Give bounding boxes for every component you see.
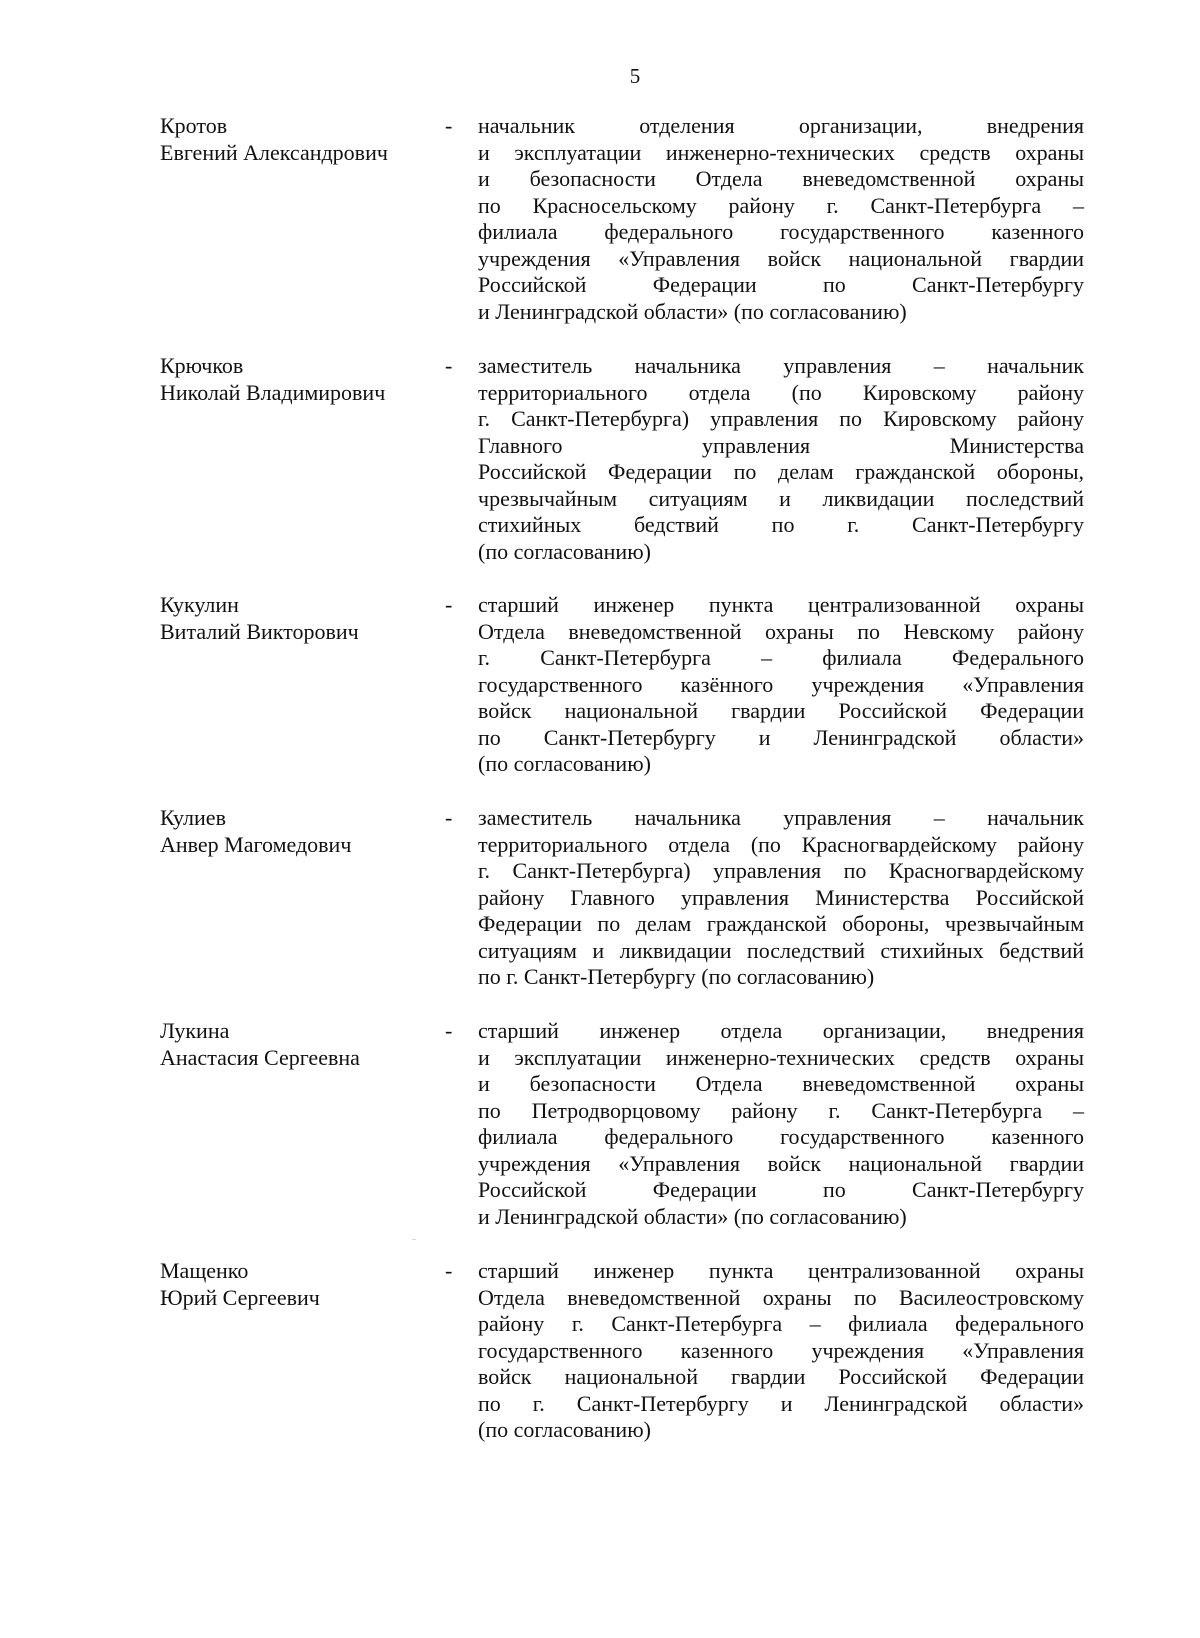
member-given-names: Анастасия Сергеевна — [160, 1044, 360, 1070]
position-line: Российской Федерации по Санкт-Петербургу — [478, 272, 1084, 297]
position-line: государственного казенного учреждения «Управления — [478, 1337, 1084, 1363]
position-line: району г. Санкт-Петербурга – филиала федерального — [478, 1311, 1084, 1336]
position-line: территориального отдела (по Кировскому району — [478, 379, 1084, 405]
position-line: и эксплуатации инженерно-технических средств охраны — [478, 1044, 1084, 1070]
position-line: старший инженер пункта централизованной охраны — [478, 1258, 1084, 1283]
position-line: по г. Санкт-Петербургу и Ленинградской области» — [478, 1390, 1084, 1416]
scan-artifact — [412, 1239, 416, 1240]
separator-dash: - — [445, 113, 453, 138]
position-line: начальник отделения организации, внедрения — [478, 113, 1084, 138]
position-line: по Санкт-Петербургу и Ленинградской области» — [478, 724, 1084, 750]
member-name — [160, 113, 440, 166]
position-line: войск национальной гвардии Российской Федерации — [478, 1364, 1084, 1389]
position-line: г. Санкт-Петербурга – филиала Федерального — [478, 645, 1084, 670]
position-line: старший инженер отдела организации, внедрения — [478, 1018, 1084, 1043]
position-line: заместитель начальника управления – начальник — [478, 353, 1084, 378]
position-line: (по согласованию) — [478, 538, 651, 564]
position-line: филиала федерального государственного казенного — [478, 1124, 1084, 1149]
member-given-names: Виталий Викторович — [160, 618, 359, 644]
position-line: заместитель начальника управления – начальник — [478, 805, 1084, 830]
position-line: по г. Санкт-Петербургу (по согласованию) — [478, 964, 875, 989]
position-line: и Ленинградской области» (по согласованию) — [478, 298, 907, 324]
position-line: (по согласованию) — [478, 1417, 651, 1442]
member-position — [478, 1258, 1084, 1444]
separator-dash: - — [445, 1258, 453, 1283]
member-name — [160, 353, 440, 406]
member-given-names: Николай Владимирович — [160, 379, 386, 405]
position-line: филиала федерального государственного казенного — [478, 219, 1084, 244]
member-given-names: Анвер Магомедович — [160, 831, 352, 857]
member-position — [478, 592, 1084, 778]
member-position — [478, 805, 1084, 991]
position-line: Российской Федерации по Санкт-Петербургу — [478, 1177, 1084, 1202]
member-given-names: Юрий Сергеевич — [160, 1284, 320, 1310]
position-line: войск национальной гвардии Российской Федерации — [478, 698, 1084, 723]
position-line: чрезвычайным ситуациям и ликвидации последствий — [478, 485, 1084, 511]
member-surname: Лукина — [160, 1018, 230, 1043]
position-line: району Главного управления Министерства Российской — [478, 884, 1084, 910]
position-line: Федерации по делам гражданской обороны, чрезвычайным — [478, 911, 1084, 936]
member-name — [160, 1258, 440, 1311]
position-line: стихийных бедствий по г. Санкт-Петербургу — [478, 512, 1084, 537]
member-name — [160, 805, 440, 858]
position-line: и эксплуатации инженерно-технических средств охраны — [478, 139, 1084, 165]
member-surname: Кротов — [160, 113, 228, 138]
position-line: Российской Федерации по делам гражданской обороны, — [478, 459, 1084, 484]
member-surname: Крючков — [160, 353, 244, 378]
position-line: по Петродворцовому району г. Санкт-Петербурга – — [478, 1097, 1084, 1123]
position-line: (по согласованию) — [478, 751, 651, 776]
position-line: и безопасности Отдела вневедомственной охраны — [478, 166, 1084, 191]
separator-dash: - — [445, 592, 453, 617]
position-line: Отдела вневедомственной охраны по Невскому району — [478, 618, 1084, 644]
member-given-names: Евгений Александрович — [160, 139, 388, 165]
member-surname: Мащенко — [160, 1258, 249, 1283]
member-name — [160, 592, 440, 645]
position-line: Главного управления Министерства — [478, 432, 1084, 458]
position-line: Отдела вневедомственной охраны по Василеостровскому — [478, 1284, 1084, 1310]
position-line: старший инженер пункта централизованной охраны — [478, 592, 1084, 617]
position-line: ситуациям и ликвидации последствий стихийных бедствий — [478, 937, 1084, 963]
position-line: и безопасности Отдела вневедомственной охраны — [478, 1071, 1084, 1096]
separator-dash: - — [445, 1018, 453, 1043]
position-line: и Ленинградской области» (по согласованию) — [478, 1203, 907, 1229]
member-position — [478, 1018, 1084, 1230]
member-surname: Кукулин — [160, 592, 239, 617]
position-line: государственного казённого учреждения «Управления — [478, 671, 1084, 697]
member-position — [478, 353, 1084, 565]
position-line: учреждения «Управления войск национальной гвардии — [478, 1150, 1084, 1176]
separator-dash: - — [445, 805, 453, 830]
position-line: г. Санкт-Петербурга) управления по Красногвардейскому — [478, 858, 1084, 883]
position-line: территориального отдела (по Красногвардейскому району — [478, 831, 1084, 857]
position-line: учреждения «Управления войск национальной гвардии — [478, 245, 1084, 271]
member-surname: Кулиев — [160, 805, 226, 830]
member-name — [160, 1018, 440, 1071]
position-line: по Красносельскому району г. Санкт-Петербурга – — [478, 192, 1084, 218]
separator-dash: - — [445, 353, 453, 378]
member-position — [478, 113, 1084, 325]
position-line: г. Санкт-Петербурга) управления по Кировскому району — [478, 406, 1084, 431]
page-number: 5 — [629, 64, 641, 88]
